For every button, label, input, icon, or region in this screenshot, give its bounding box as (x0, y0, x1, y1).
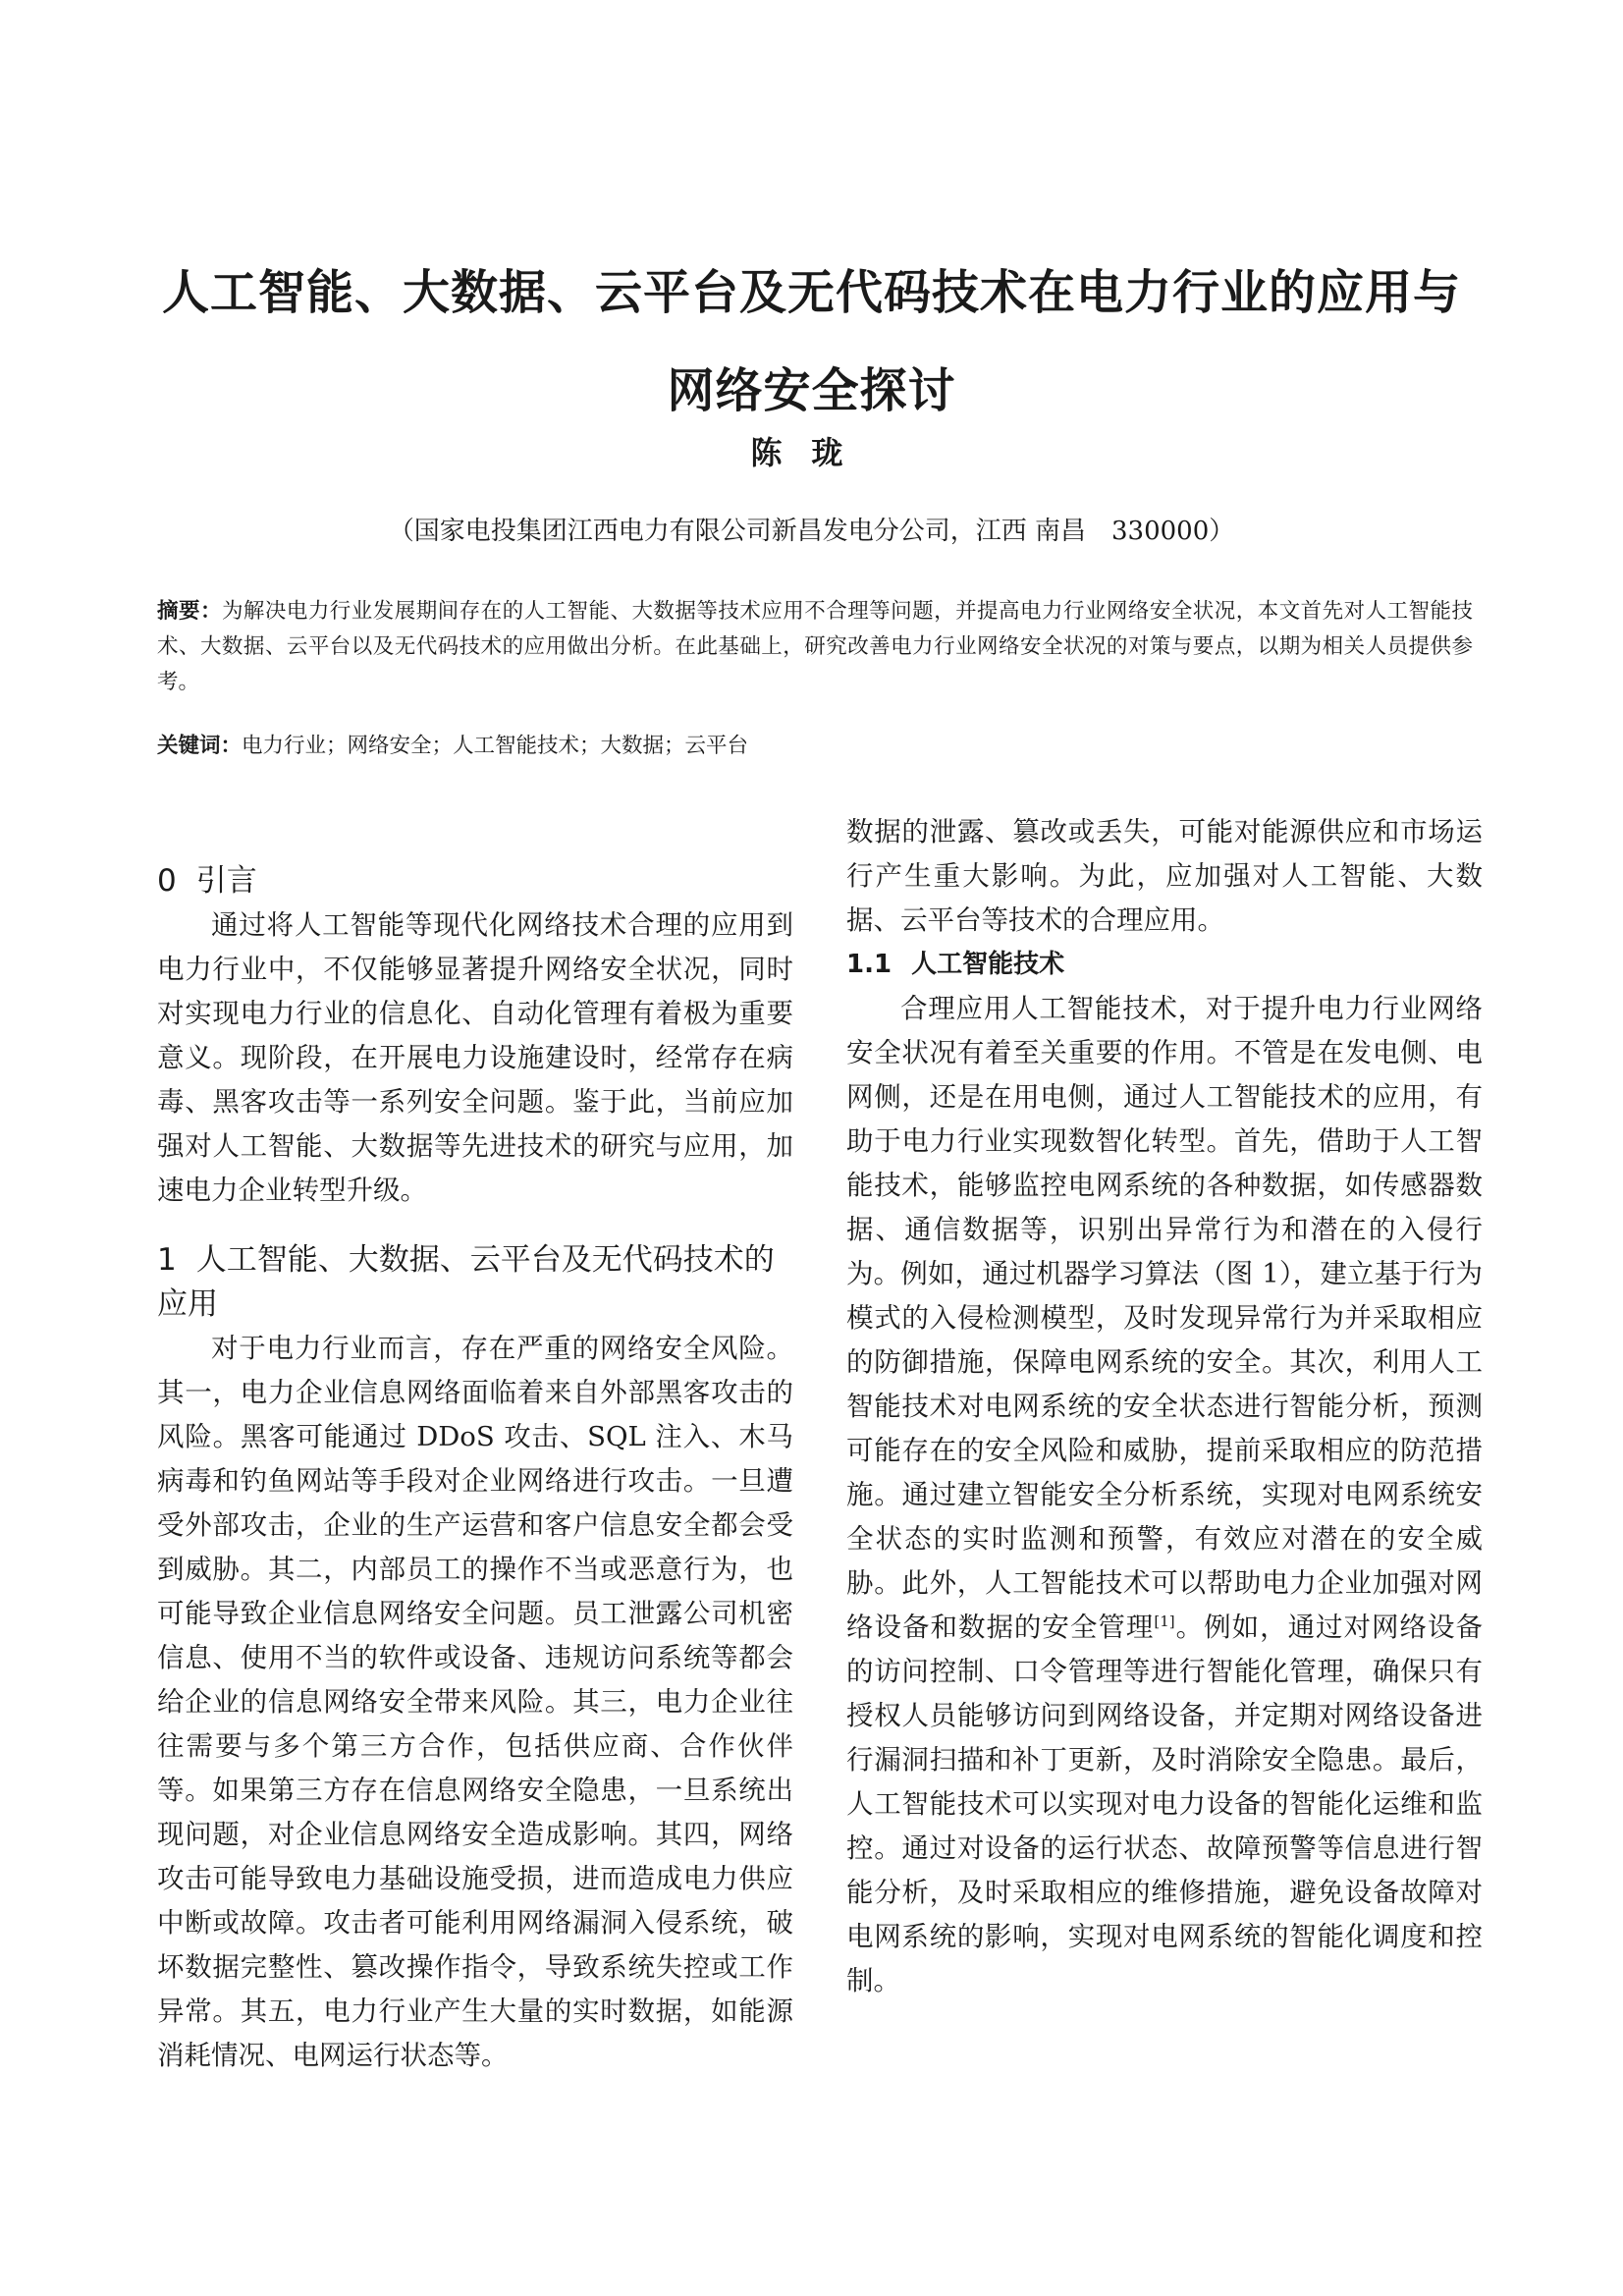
section-number: 1 (157, 1242, 177, 1278)
ai-paragraph-text-continued: 。例如，通过对网络设备的访问控制、口令管理等进行智能化管理，确保只有授权人员能够访问到网络设备，并定期对网络设备进行漏洞扫描和补丁更新，及时消除安全隐患。最后，人工智能技术可以实现对电力设备的智能化运维和监控。通过对设备的运行状态、故障预警等信息进行智能分析，及时采取相应的维修措施，避免设备故障对电网系统的影响，实现对电网系统的智能化调度和控制。 (846, 1612, 1483, 1996)
paper-title (137, 244, 1486, 440)
author-affiliation: （国家电投集团江西电力有限公司新昌发电分公司，江西 南昌 330000） (388, 517, 1235, 546)
author-name: 陈珑 (750, 434, 873, 471)
keywords (157, 729, 1473, 764)
subsection-heading-ai (846, 943, 1483, 987)
introduction-paragraph: 通过将人工智能等现代化网络技术合理的应用到电力行业中，不仅能够显著提升网络安全状况，同时对实现电力行业的信息化、自动化管理有着极为重要意义。现阶段，在开展电力设施建设时，经常存在病毒、黑客攻击等一系列安全问题。鉴于此，当前应加强对人工智能、大数据等先进技术的研究与应用，加速电力企业转型升级。 (157, 909, 793, 1206)
title-line-2: 网络安全探讨 (667, 363, 956, 418)
section-title: 引言 (195, 863, 257, 899)
keywords-text: 电力行业；网络安全；人工智能技术；大数据；云平台 (242, 734, 749, 758)
ai-paragraph-text: 合理应用人工智能技术，对于提升电力行业网络安全状况有着至关重要的作用。不管是在发电侧、电网侧，还是在用电侧，通过人工智能技术的应用，有助于电力行业实现数智化转型。首先，借助于人工智能技术，能够监控电网系统的各种数据，如传感器数据、通信数据等，识别出异常行为和潜在的入侵行为。例如，通过机器学习算法（图 1），建立基于行为模式的入侵检测模型，及时发现异常行为并采取相应的防御措施，保障电网系统的安全。其次，利用人工智能技术对电网系统的安全状态进行智能分析，预测可能存在的安全风险和威胁，提前采取相应的防范措施。通过建立智能安全分析系统，实现对电网系统安全状态的实时监测和预警，有效应对潜在的安全威胁。此外，人工智能技术可以帮助电力企业加强对网络设备和数据的安全管理 (846, 993, 1483, 1643)
applications-paragraph-continuation: 数据的泄露、篡改或丢失，可能对能源供应和市场运行产生重大影响。为此，应加强对人工智能、大数据、云平台等技术的合理应用。 (846, 816, 1483, 936)
section-heading-applications (157, 1238, 793, 1327)
left-column (157, 810, 793, 2078)
right-column (846, 810, 1483, 2003)
subsection-number: 1.1 (846, 950, 893, 979)
abstract-text: 为解决电力行业发展期间存在的人工智能、大数据等技术应用不合理等问题，并提高电力行业网络安全状况，本文首先对人工智能技术、大数据、云平台以及无代码技术的应用做出分析。在此基础上，研究改善电力行业网络安全状况的对策与要点，以期为相关人员提供参考。 (157, 599, 1473, 694)
section-heading-introduction (157, 859, 793, 903)
ai-paragraph (846, 987, 1483, 2003)
title-line-1: 人工智能、大数据、云平台及无代码技术在电力行业的应用与 (161, 265, 1461, 320)
abstract (157, 594, 1473, 700)
abstract-label: 摘要： (157, 599, 222, 624)
section-title: 人工智能、大数据、云平台及无代码技术的应用 (157, 1242, 775, 1322)
section-number: 0 (157, 863, 177, 899)
citation-reference: [1] (1154, 1612, 1175, 1630)
keywords-label: 关键词： (157, 734, 243, 758)
applications-paragraph: 对于电力行业而言，存在严重的网络安全风险。其一，电力企业信息网络面临着来自外部黑客攻击的风险。黑客可能通过 DDoS 攻击、SQL 注入、木马病毒和钓鱼网站等手段对企业网络进行攻击。一旦遭受外部攻击，企业的生产运营和客户信息安全都会受到威胁。其二，内部员工的操作不当或恶意行为，也可能导致企业信息网络安全问题。员工泄露公司机密信息、使用不当的软件或设备、违规访问系统等都会给企业的信息网络安全带来风险。其三，电力企业往往需要与多个第三方合作，包括供应商、合作伙伴等。如果第三方存在信息网络安全隐患，一旦系统出现问题，对企业信息网络安全造成影响。其四，网络攻击可能导致电力基础设施受损，进而造成电力供应中断或故障。攻击者可能利用网络漏洞入侵系统，破坏数据完整性、篡改操作指令，导致系统失控或工作异常。其五，电力行业产生大量的实时数据，如能源消耗情况、电网运行状态等。 (157, 1333, 793, 2071)
subsection-title: 人工智能技术 (911, 950, 1065, 979)
